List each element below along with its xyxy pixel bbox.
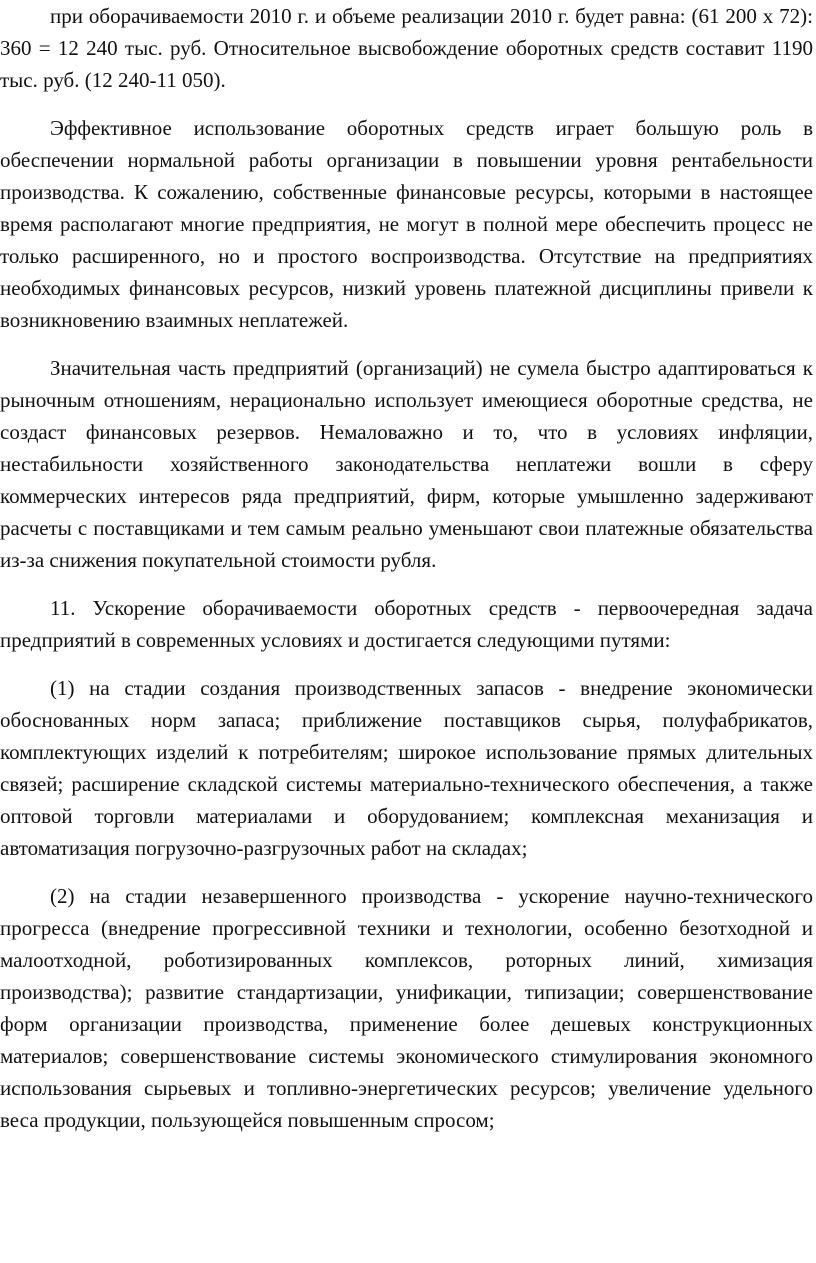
paragraph-stage-wip: (2) на стадии незавершенного производства - ускорение научно-технического прогресса (внедрение прогрессивной техники и технологии, особенно безотходной и малоотходной, роботизированных комплексов, роторных линий, химизация производства); развитие стандартизации, унификации, типизации; совершенствование форм организации производства, применение более дешевых конструкционных материалов; совершенствование системы экономического стимулирования экономного использования сырьевых и топливно-энергетических ресурсов; увеличение удельного веса продукции, пользующейся повышенным спросом; (0, 884, 813, 1132)
paragraph-acceleration-ways: 11. Ускорение оборачиваемости оборотных средств - первоочередная задача предприятий в современных условиях и достигается следующими путями: (0, 596, 813, 652)
paragraph-market-adaptation: Значительная часть предприятий (организаций) не сумела быстро адаптироваться к рыночным отношениям, нерационально использует имеющиеся оборотные средства, не создаст финансовых резервов. Немаловажно и то, что в условиях инфляции, нестабильности хозяйственного законодательства неплатежи вошли в сферу коммерческих интересов ряда предприятий, фирм, которые умышленно задерживают расчеты с поставщиками и тем самым реально уменьшают свои платежные обязательства из-за снижения покупательной стоимости рубля. (0, 356, 813, 572)
paragraph-effective-use: Эффективное использование оборотных средств играет большую роль в обеспечении нормальной работы организации в повышении уровня рентабельности производства. К сожалению, собственные финансовые ресурсы, которыми в настоящее время располагают многие предприятия, не могут в полной мере обеспечить процесс не только расширенного, но и простого воспроизводства. Отсутствие на предприятиях необходимых финансовых ресурсов, низкий уровень платежной дисциплины привели к возникновению взаимных неплатежей. (0, 116, 813, 332)
paragraph-turnover-calculation: при оборачиваемости 2010 г. и объеме реализации 2010 г. будет равна: (61 200 х 72): 360 = 12 240 тыс. руб. Относительное высвобождение оборотных средств составит 1190 тыс. руб. (12 240-11 050). (0, 4, 813, 92)
paragraph-stage-inventory: (1) на стадии создания производственных запасов - внедрение экономически обоснованных норм запаса; приближение поставщиков сырья, полуфабрикатов, комплектующих изделий к потребителям; широкое использование прямых длительных связей; расширение складской системы материально-технического обеспечения, а также оптовой торговли материалами и оборудованием; комплексная механизация и автоматизация погрузочно-разгрузочных работ на складах; (0, 676, 813, 860)
